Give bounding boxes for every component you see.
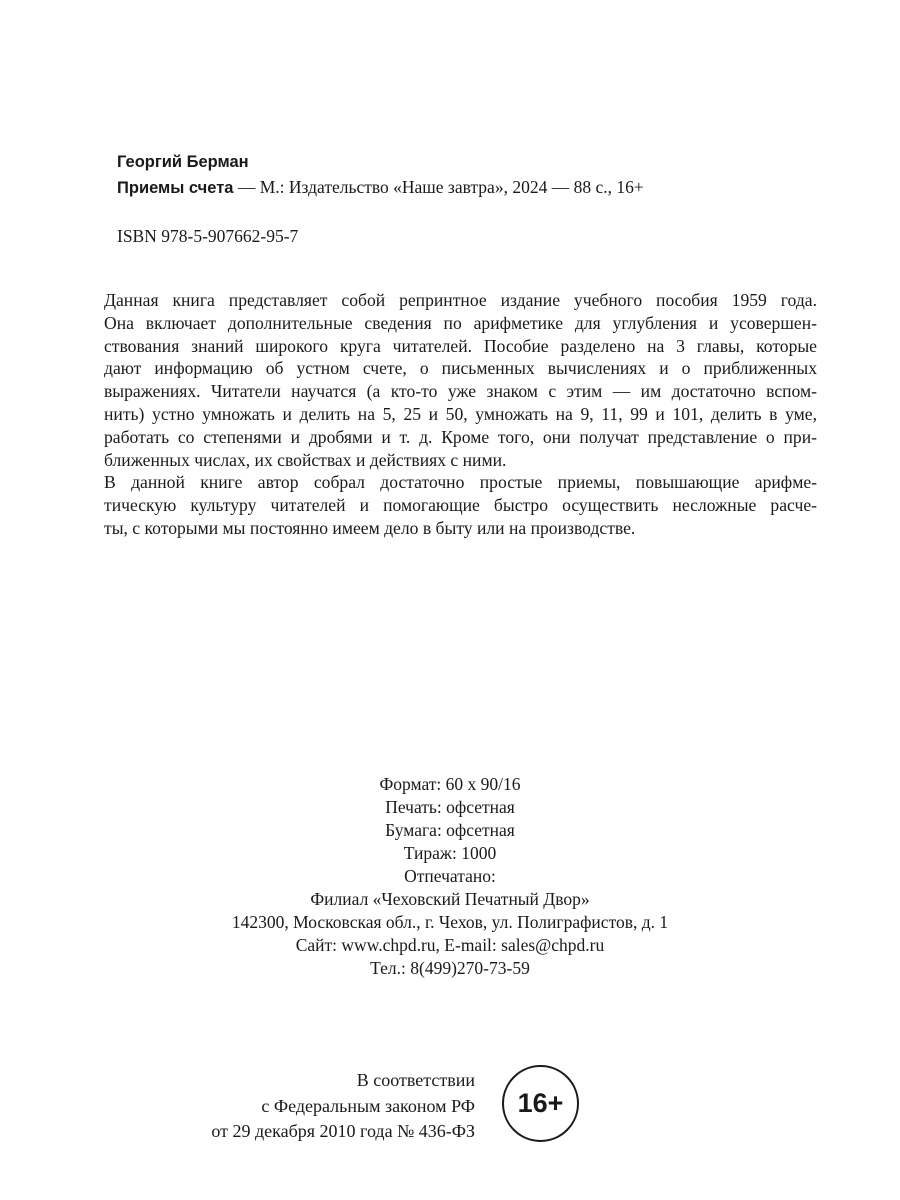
book-title: Приемы счета — [117, 179, 234, 197]
text-line: тическую культуру читателей и помогающие быстро осуществить несложные расче- — [104, 495, 817, 516]
law-notice-line: с Федеральным законом РФ — [261, 1095, 475, 1116]
printed-by-label: Отпечатано: — [404, 866, 496, 886]
text-line: работать со степенями и дробями и т. д. Кроме того, они получат представление о при- — [104, 426, 817, 447]
paper-type: Бумага: офсетная — [385, 820, 515, 840]
author-name: Георгий Берман — [117, 153, 249, 171]
text-line: В данной книге автор собрал достаточно простые приемы, повышающие арифме- — [104, 472, 817, 493]
abstract-paragraph-2 — [82, 471, 817, 539]
publisher-info: — М.: Издательство «Наше завтра», 2024 — 88 с., 16+ — [233, 177, 644, 197]
printer-website: Сайт: www.chpd.ru, E-mail: sales@chpd.ru — [295, 935, 605, 955]
printing-method: Печать: офсетная — [385, 797, 515, 817]
law-notice-line: В соответствии — [356, 1070, 475, 1090]
text-line: Она включает дополнительные сведения по арифметике для углубления и усовершен- — [104, 312, 817, 333]
text-line: ствования знаний широкого круга читателей. Пособие разделено на 3 главы, которые — [104, 335, 817, 356]
abstract — [82, 289, 817, 540]
text-line: Данная книга представляет собой репринтное издание учебного пособия 1959 года. — [104, 290, 817, 310]
law-notice — [150, 1068, 475, 1145]
print-details — [150, 773, 750, 980]
text-line: нить) устно умножать и делить на 5, 25 и 50, умножать на 9, 11, 99 и 101, делить в уме, — [104, 403, 817, 424]
text-line: ближенных числах, их свойствах и действиях с ними. — [104, 449, 507, 470]
age-rating-text: 16+ — [517, 1088, 564, 1118]
bibliographic-block — [117, 149, 817, 249]
printer-phone: Тел.: 8(499)270-73-59 — [370, 958, 530, 978]
text-line: ты, с которыми мы постоянно имеем дело в быту или на производстве. — [104, 517, 636, 538]
format: Формат: 60 x 90/16 — [379, 774, 521, 794]
age-rating-badge — [502, 1065, 579, 1142]
printer-address: 142300, Московская обл., г. Чехов, ул. Полиграфистов, д. 1 — [231, 912, 669, 932]
isbn: ISBN 978-5-907662-95-7 — [117, 226, 299, 246]
text-line: дают информацию об устном счете, о письменных вычислениях и о приближенных — [104, 358, 817, 379]
printer-name: Филиал «Чеховский Печатный Двор» — [310, 889, 590, 909]
imprint-line — [117, 175, 817, 201]
law-notice-line: от 29 декабря 2010 года № 436-ФЗ — [211, 1121, 475, 1141]
author-line — [117, 149, 817, 175]
abstract-paragraph-1 — [82, 289, 817, 471]
print-run: Тираж: 1000 — [403, 843, 497, 863]
text-line: выражениях. Читатели научатся (а кто-то уже знаком с этим — им достаточно вспом- — [104, 381, 817, 402]
